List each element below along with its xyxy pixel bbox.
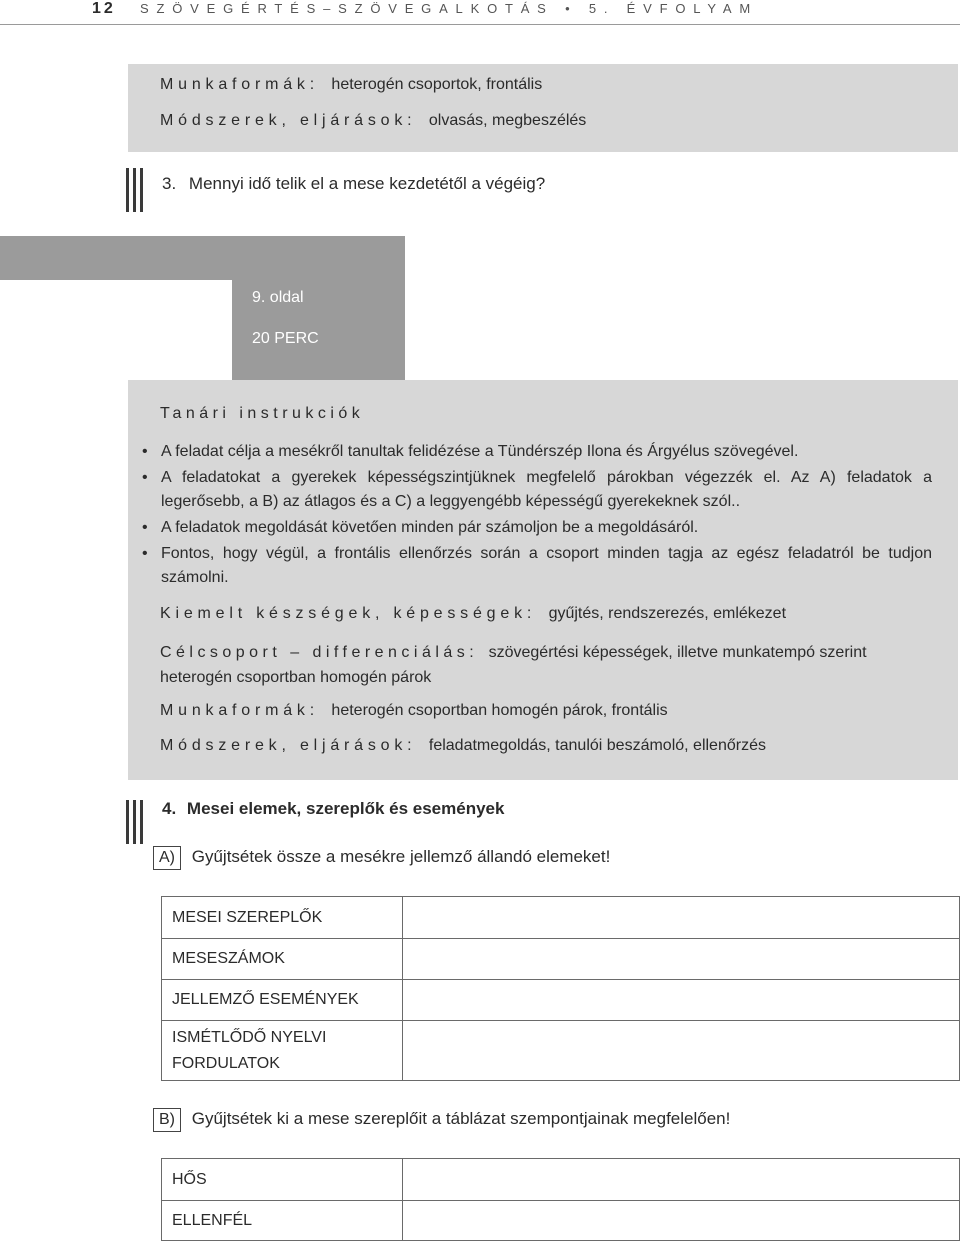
instruction-bullet: • A feladat célja a mesékről tanultak felidézése a Tündérszép Ilona és Árgyélus szövegével. [142, 440, 932, 464]
task-3-text: Mennyi idő telik el a mese kezdetétől a végéig? [188, 174, 546, 193]
row-label: MESESZÁMOK [162, 939, 403, 980]
page-number: 12 [92, 0, 116, 17]
skills-label: Kiemelt készségek, képességek: [160, 605, 537, 622]
part-b-instruction-line [153, 1108, 730, 1132]
work-forms-line-2 [160, 702, 668, 720]
part-b-letter: B) [153, 1108, 181, 1132]
target-group-value: szövegértési képességek, illetve munkatempó szerint heterogén csoportban homogén párok [160, 644, 867, 686]
table-row [162, 1159, 960, 1201]
table-row [162, 897, 960, 939]
tab-strip [0, 236, 232, 280]
task-marker-icon [126, 800, 144, 844]
task-4-title: Mesei elemek, szereplők és események [186, 799, 505, 818]
row-label: JELLEMZŐ ESEMÉNYEK [162, 980, 403, 1021]
methods-label-2: Módszerek, eljárások: [160, 737, 417, 754]
answer-cell[interactable] [403, 980, 960, 1021]
methods-value: olvasás, megbeszélés [428, 112, 587, 129]
method-box-1 [128, 64, 958, 152]
methods-line-2 [160, 737, 766, 755]
instruction-bullet: • Fontos, hogy végül, a frontális ellenőrzés során a csoport minden tagja az egész feladatról be tudjon számolni. [142, 542, 932, 590]
instructions-title: Tanári instrukciók [160, 405, 365, 422]
target-group-label: Célcsoport – differenciálás: [160, 644, 479, 661]
answer-cell[interactable] [403, 1201, 960, 1241]
methods-line [160, 112, 586, 130]
table-row [162, 1021, 960, 1081]
task-marker-icon [126, 168, 144, 212]
task-3-number: 3. [162, 174, 177, 193]
answer-cell[interactable] [403, 939, 960, 980]
table-row [162, 1201, 960, 1241]
part-a-instruction: Gyűjtsétek össze a mesékre jellemző állandó elemeket! [191, 847, 611, 866]
row-label: MESEI SZEREPLŐK [162, 897, 403, 939]
table-row [162, 980, 960, 1021]
table-part-a [161, 896, 960, 1081]
table-row [162, 939, 960, 980]
work-forms-label: Munkaformák: [160, 76, 319, 93]
instructions-list [142, 440, 932, 592]
work-forms-line [160, 76, 542, 94]
answer-cell[interactable] [403, 1021, 960, 1081]
row-label: ISMÉTLŐDŐ NYELVI FORDULATOK [162, 1021, 403, 1081]
row-label: ELLENFÉL [162, 1201, 403, 1241]
methods-label: Módszerek, eljárások: [160, 112, 417, 129]
answer-cell[interactable] [403, 897, 960, 939]
tab-box [232, 236, 405, 381]
work-forms-value: heterogén csoportok, frontális [331, 76, 543, 93]
task-4-heading [162, 799, 504, 819]
target-group-line [160, 640, 930, 690]
work-forms-value-2: heterogén csoportban homogén párok, frontális [331, 702, 668, 719]
header-divider [0, 24, 960, 25]
part-a-letter: A) [153, 846, 181, 870]
task-4-number: 4. [162, 799, 177, 818]
instruction-bullet: • A feladatok megoldását követően minden pár számoljon be a megoldásáról. [142, 516, 932, 540]
methods-value-2: feladatmegoldás, tanulói beszámoló, ellenőrzés [428, 737, 766, 754]
work-forms-label-2: Munkaformák: [160, 702, 319, 719]
running-header: SZÖVEGÉRTÉS–SZÖVEGALKOTÁS • 5. ÉVFOLYAM [140, 1, 758, 16]
instruction-bullet: • A feladatokat a gyerekek képességszintjüknek megfelelő párokban végezzék el. Az A) feladatok a legerősebb, a B) az átlagos és a C) a leggyengébb képességű gyerekeknek szól.. [142, 466, 932, 514]
skills-line [160, 605, 786, 623]
table-part-b [161, 1158, 960, 1241]
part-b-instruction: Gyűjtsétek ki a mese szereplőit a táblázat szempontjainak megfelelően! [191, 1109, 731, 1128]
tab-code: T/4. [162, 289, 190, 306]
tab-page-ref: 9. oldal [252, 289, 304, 306]
row-label: HŐS [162, 1159, 403, 1201]
task-3-question [162, 174, 545, 194]
skills-value: gyűjtés, rendszerezés, emlékezet [548, 605, 787, 622]
tab-time: 20 PERC [252, 330, 319, 347]
part-a-instruction-line [153, 846, 610, 870]
answer-cell[interactable] [403, 1159, 960, 1201]
